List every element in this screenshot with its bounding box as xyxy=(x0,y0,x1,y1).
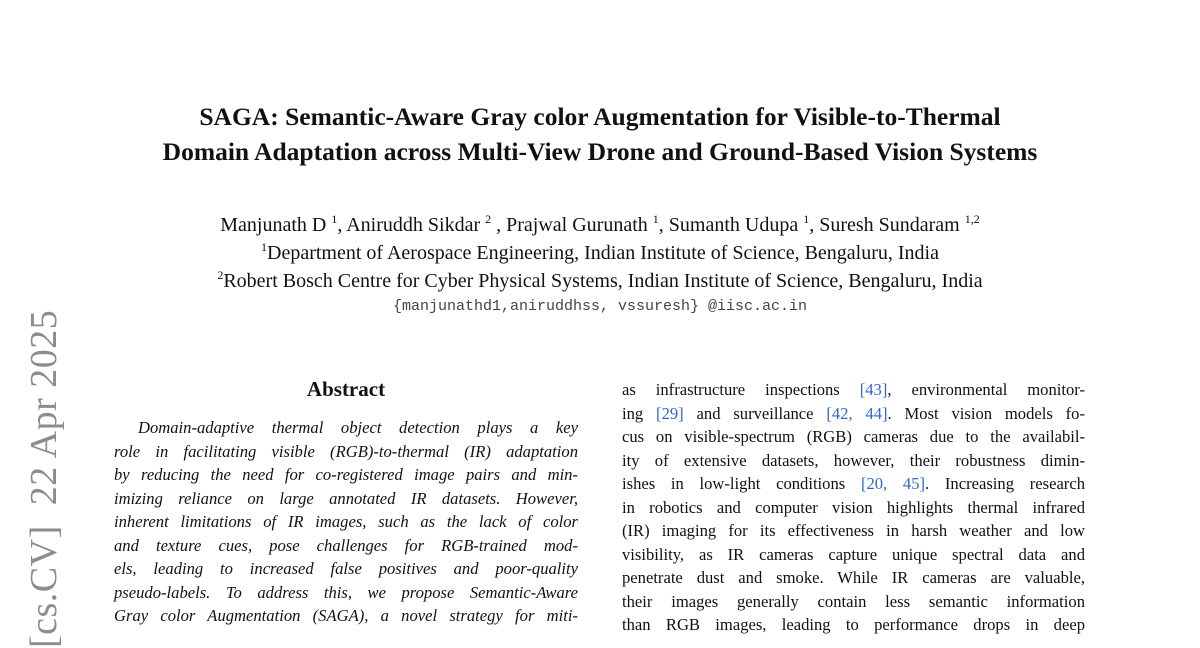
intro-line: visibility, as IR cameras capture unique spectral data and xyxy=(622,544,1085,564)
abstract-heading: Abstract xyxy=(306,377,386,401)
author-affiliation-mark: 2 xyxy=(485,212,492,226)
title-line-1: SAGA: Semantic-Aware Gray color Augmentation for Visible-to-Thermal xyxy=(199,102,1001,131)
citation-link[interactable]: [43] xyxy=(859,380,888,399)
abstract-line: inherent limitations of IR images, such as the lack of color xyxy=(114,512,578,531)
intro-line: ity of extensive datasets, however, their robustness dimin- xyxy=(622,450,1085,470)
author-name: Manjunath D xyxy=(220,214,327,236)
intro-line: penetrate dust and smoke. While IR cameras are valuable, xyxy=(622,568,1085,587)
arxiv-category: [cs.CV] xyxy=(23,525,65,648)
title-line-2: Domain Adaptation across Multi-View Drone and Ground-Based Vision Systems xyxy=(162,137,1038,166)
intro-line: as infrastructure inspections [43], environmental monitor- xyxy=(622,380,1086,399)
intro-line: in robotics and computer vision highlights thermal infrared xyxy=(622,497,1085,517)
abstract-line: imizing reliance on large annotated IR datasets. However, xyxy=(114,488,578,508)
author-affiliation-mark: 1 xyxy=(331,212,338,226)
author-name: Prajwal Gurunath xyxy=(506,214,648,236)
abstract-line: Domain-adaptive thermal object detection plays a key xyxy=(138,418,578,437)
intro-line: ishes in low-light conditions [20, 45]. Increasing research xyxy=(622,474,1085,493)
author-affiliation-mark: 1 xyxy=(652,212,659,226)
affiliation-text: Robert Bosch Centre for Cyber Physical Systems, Indian Institute of Science, Bengaluru, India xyxy=(223,270,983,292)
arxiv-date: 22 Apr 2025 xyxy=(23,309,65,506)
affiliation-2 xyxy=(0,267,1200,295)
affiliation-1 xyxy=(0,239,1200,267)
intro-line: their images generally contain less semantic information xyxy=(622,591,1085,611)
intro-line: (IR) imaging for its effectiveness in harsh weather and low xyxy=(622,521,1085,540)
author-list: Manjunath D $^1$, Aniruddh Sikdar $^2$ , Prajwal Gurunath $^1$, Sumanth Udupa $^1$, Suresh Sundaram $^{1,2}$ xyxy=(220,212,980,236)
author-name: Sumanth Udupa xyxy=(668,214,799,236)
citation-link[interactable]: [29] xyxy=(656,403,684,423)
affiliation-mark: 2 xyxy=(217,268,224,282)
abstract-line: Gray color Augmentation (SAGA), a novel strategy for miti- xyxy=(114,606,578,625)
paper-title xyxy=(0,99,1200,169)
citation-link[interactable]: [20, 45] xyxy=(860,474,926,493)
author-emails: {manjunathd1,aniruddhss, vssuresh} @iisc.ac.in xyxy=(392,298,808,315)
introduction-text xyxy=(622,378,1085,637)
intro-line: cus on visible-spectrum (RGB) cameras due to the availabil- xyxy=(622,427,1085,446)
citation-link[interactable]: [42, 44] xyxy=(826,403,888,423)
abstract-line: role in facilitating visible (RGB)-to-thermal (IR) adaptation xyxy=(114,441,578,461)
abstract-body xyxy=(114,416,578,628)
author-block xyxy=(0,211,1200,319)
affiliation-text: Department of Aerospace Engineering, Indian Institute of Science, Bengaluru, India xyxy=(267,242,939,264)
abstract-line: els, leading to increased false positives and poor-quality xyxy=(114,559,578,578)
author-affiliation-mark: 1 xyxy=(803,212,810,226)
intro-line: than RGB images, leading to performance drops in deep xyxy=(622,615,1085,634)
author-name: Suresh Sundaram xyxy=(819,214,960,236)
abstract-line: by reducing the need for co-registered image pairs and min- xyxy=(114,465,578,484)
left-column xyxy=(114,375,578,628)
affiliation-mark: 1 xyxy=(261,240,267,254)
abstract-line: pseudo-labels. To address this, we propose Semantic-Aware xyxy=(114,582,578,602)
abstract-line: and texture cues, pose challenges for RGB-trained mod- xyxy=(114,535,578,555)
arxiv-stamp xyxy=(22,310,66,648)
intro-line: ing [29] and surveillance [42, 44]. Most vision models fo- xyxy=(622,403,1085,423)
author-name: Aniruddh Sikdar xyxy=(346,214,481,236)
author-affiliation-mark: 1,2 xyxy=(964,212,980,226)
